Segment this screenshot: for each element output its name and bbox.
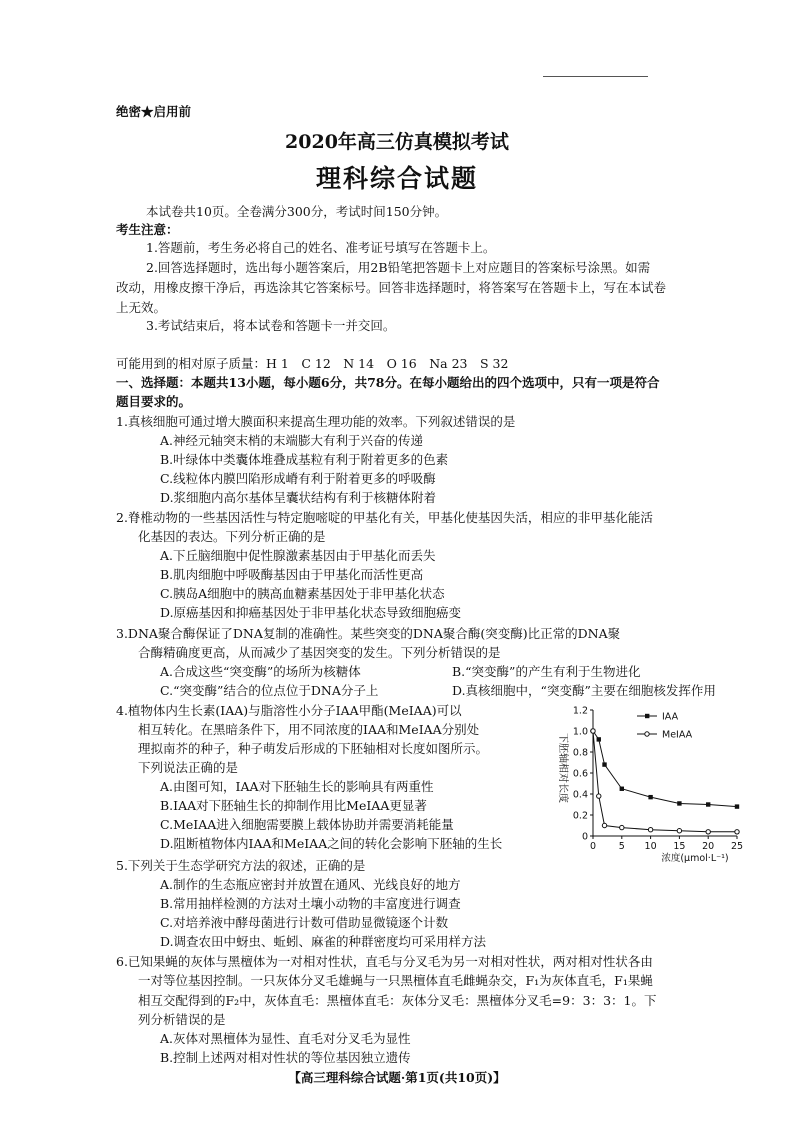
q4-stem: 4.植物体内生长素(IAA)与脂溶性小分子IAA甲酯(MeIAA)可以 — [116, 703, 462, 718]
y-tick-label: 0.2 — [572, 810, 588, 822]
q4-option-d: D.阻断植物体内IAA和MeIAA之间的转化会影响下胚轴的生长 — [160, 836, 503, 851]
y-tick-label: 1.2 — [572, 705, 588, 717]
y-tick-label: 0 — [581, 831, 588, 843]
x-tick-label: 20 — [702, 841, 715, 852]
y-axis-label: 下胚轴相对长度 — [557, 733, 568, 803]
chart-marks — [591, 729, 739, 834]
q6-stem-cont: 相互交配得到的F₂中，灰体直毛：黑檀体直毛：灰体分叉毛：黑檀体分叉毛=9：3：3：1。下 — [138, 993, 657, 1008]
data-point-iaa — [706, 802, 710, 806]
q5-option-a: A.制作的生态瓶应密封并放置在通风、光线良好的地方 — [160, 877, 461, 892]
y-tick-label: 0.4 — [572, 789, 588, 801]
q5-stem: 5.下列关于生态学研究方法的叙述，正确的是 — [116, 858, 366, 873]
q2-option-b: B.肌肉细胞中呼吸酶基因由于甲基化而活性更高 — [160, 567, 424, 582]
x-tick-label: 10 — [644, 841, 657, 852]
q2-option-d: D.原癌基因和抑癌基因处于非甲基化状态导致细胞癌变 — [160, 605, 462, 620]
subject-title: 理科综合试题 — [315, 164, 478, 193]
q1-option-b: B.叶绿体中类囊体堆叠成基粒有利于附着更多的色素 — [160, 452, 449, 467]
notice-item: 上无效。 — [116, 300, 167, 315]
data-point-iaa — [735, 804, 739, 808]
page-footer: 【高三理科综合试题·第1页(共10页)】 — [288, 1070, 506, 1085]
q1-option-c: C.线粒体内膜凹陷形成嵴有利于附着更多的呼吸酶 — [160, 471, 436, 486]
series-line-iaa — [593, 731, 737, 807]
chart-legend — [637, 712, 693, 741]
q3-option-a: A.合成这些“突变酶”的场所为核糖体 — [160, 664, 361, 679]
data-point-meiaa — [735, 830, 739, 834]
legend-label-meiaa: MeIAA — [662, 729, 693, 741]
atomic-mass-line: 可能用到的相对原子质量：H 1 C 12 N 14 O 16 Na 23 S 32 — [116, 356, 509, 371]
q3-option-c: C.“突变酶”结合的位点位于DNA分子上 — [160, 683, 379, 698]
data-point-iaa — [620, 787, 624, 791]
q3-option-d: D.真核细胞中，“突变酶”主要在细胞核发挥作用 — [452, 683, 716, 698]
q4-option-c: C.MeIAA进入细胞需要膜上载体协助并需要消耗能量 — [160, 817, 454, 832]
intro-text: 本试卷共10页。全卷满分300分，考试时间150分钟。 — [146, 204, 448, 219]
notice-item: 1.答题前，考生务必将自己的姓名、准考证号填写在答题卡上。 — [146, 240, 496, 255]
notice-item: 2.回答选择题时，选出每小题答案后，用2B铅笔把答题卡上对应题目的答案标号涂黑。如需 — [146, 260, 651, 275]
q6-stem-cont: 一对等位基因控制。一只灰体分叉毛雄蝇与一只黑檀体直毛雌蝇杂交，F₁为灰体直毛，F₁果蝇 — [138, 973, 653, 988]
y-tick-label: 0.8 — [572, 747, 588, 759]
notice-item: 3.考试结束后，将本试卷和答题卡一并交回。 — [146, 318, 396, 333]
section-heading-cont: 题目要求的。 — [116, 394, 192, 409]
q5-option-d: D.调查农田中蚜虫、蚯蚓、麻雀的种群密度均可采用样方法 — [160, 934, 487, 949]
q6-stem-cont: 列分析错误的是 — [138, 1012, 226, 1027]
q4-stem-cont: 理拟南芥的种子，种子萌发后形成的下胚轴相对长度如图所示。 — [138, 741, 489, 756]
q6-option-b: B.控制上述两对相对性状的等位基因独立遗传 — [160, 1050, 411, 1065]
x-tick-label: 15 — [673, 841, 686, 852]
y-tick-label: 0.6 — [572, 768, 588, 780]
q1-stem: 1.真核细胞可通过增大膜面积来提高生理功能的效率。下列叙述错误的是 — [116, 414, 516, 429]
top-rule — [543, 76, 648, 77]
notice-heading: 考生注意： — [116, 222, 179, 237]
data-point-iaa — [677, 801, 681, 805]
exam-title: 2020年高三仿真模拟考试 — [285, 131, 509, 153]
q1-option-d: D.浆细胞内高尔基体呈囊状结构有利于核糖体附着 — [160, 490, 437, 505]
y-tick-label: 1.0 — [572, 726, 588, 738]
data-point-meiaa — [597, 794, 601, 798]
q1-option-a: A.神经元轴突末梢的末端膨大有利于兴奋的传递 — [160, 433, 424, 448]
q5-option-c: C.对培养液中酵母菌进行计数可借助显微镜逐个计数 — [160, 915, 449, 930]
legend-marker-iaa — [645, 714, 649, 718]
q4-stem-cont: 相互转化。在黑暗条件下，用不同浓度的IAA和MeIAA分别处 — [138, 722, 480, 737]
x-axis-label: 浓度(μmol·L⁻¹) — [661, 853, 729, 864]
data-point-iaa — [597, 737, 601, 741]
x-tick-label: 5 — [618, 841, 625, 852]
q3-option-b: B.“突变酶”的产生有利于生物进化 — [452, 664, 641, 679]
data-point-meiaa — [591, 729, 595, 733]
data-point-meiaa — [602, 823, 606, 827]
q3-stem: 3.DNA聚合酶保证了DNA复制的准确性。某些突变的DNA聚合酶(突变酶)比正常的DNA聚 — [116, 626, 621, 641]
legend-label-iaa: IAA — [662, 711, 679, 723]
legend-marker-meiaa — [645, 732, 649, 736]
x-tick-label: 0 — [589, 841, 597, 852]
series-line-meiaa — [593, 731, 737, 832]
hypocotyl-length-chart — [545, 700, 760, 865]
section-heading: 一、选择题：本题共13小题，每小题6分，共78分。在每小题给出的四个选项中，只有一项是符合 — [116, 375, 660, 390]
q2-option-a: A.下丘脑细胞中促性腺激素基因由于甲基化而丢失 — [160, 548, 436, 563]
notice-item: 改动，用橡皮擦干净后，再选涂其它答案标号。回答非选择题时，将答案写在答题卡上，写在本试卷 — [116, 280, 667, 295]
q4-option-b: B.IAA对下胚轴生长的抑制作用比MeIAA更显著 — [160, 798, 427, 813]
data-point-meiaa — [620, 825, 624, 829]
q6-stem: 6.已知果蝇的灰体与黑檀体为一对相对性状，直毛与分叉毛为另一对相对性状，两对相对性状各由 — [116, 954, 653, 969]
confidential-label: 绝密★启用前 — [116, 104, 192, 119]
q2-stem: 2.脊椎动物的一些基因活性与特定胞嘧啶的甲基化有关，甲基化使基因失活，相应的非甲基化能活 — [116, 510, 653, 525]
q2-option-c: C.胰岛A细胞中的胰高血糖素基因处于非甲基化状态 — [160, 586, 445, 601]
x-tick-label: 25 — [730, 841, 744, 852]
q2-stem-cont: 化基因的表达。下列分析正确的是 — [138, 529, 326, 544]
data-point-iaa — [602, 762, 606, 766]
q5-option-b: B.常用抽样检测的方法对土壤小动物的丰富度进行调查 — [160, 896, 461, 911]
q6-option-a: A.灰体对黑檀体为显性、直毛对分叉毛为显性 — [160, 1031, 411, 1046]
data-point-meiaa — [677, 829, 681, 833]
q4-stem-cont: 下列说法正确的是 — [138, 760, 239, 775]
q4-option-a: A.由图可知，IAA对下胚轴生长的影响具有两重性 — [160, 779, 434, 794]
data-point-meiaa — [706, 830, 710, 834]
q3-stem-cont: 合酶精确度更高，从而减少了基因突变的发生。下列分析错误的是 — [138, 645, 501, 660]
data-point-meiaa — [648, 828, 652, 832]
data-point-iaa — [648, 795, 652, 799]
